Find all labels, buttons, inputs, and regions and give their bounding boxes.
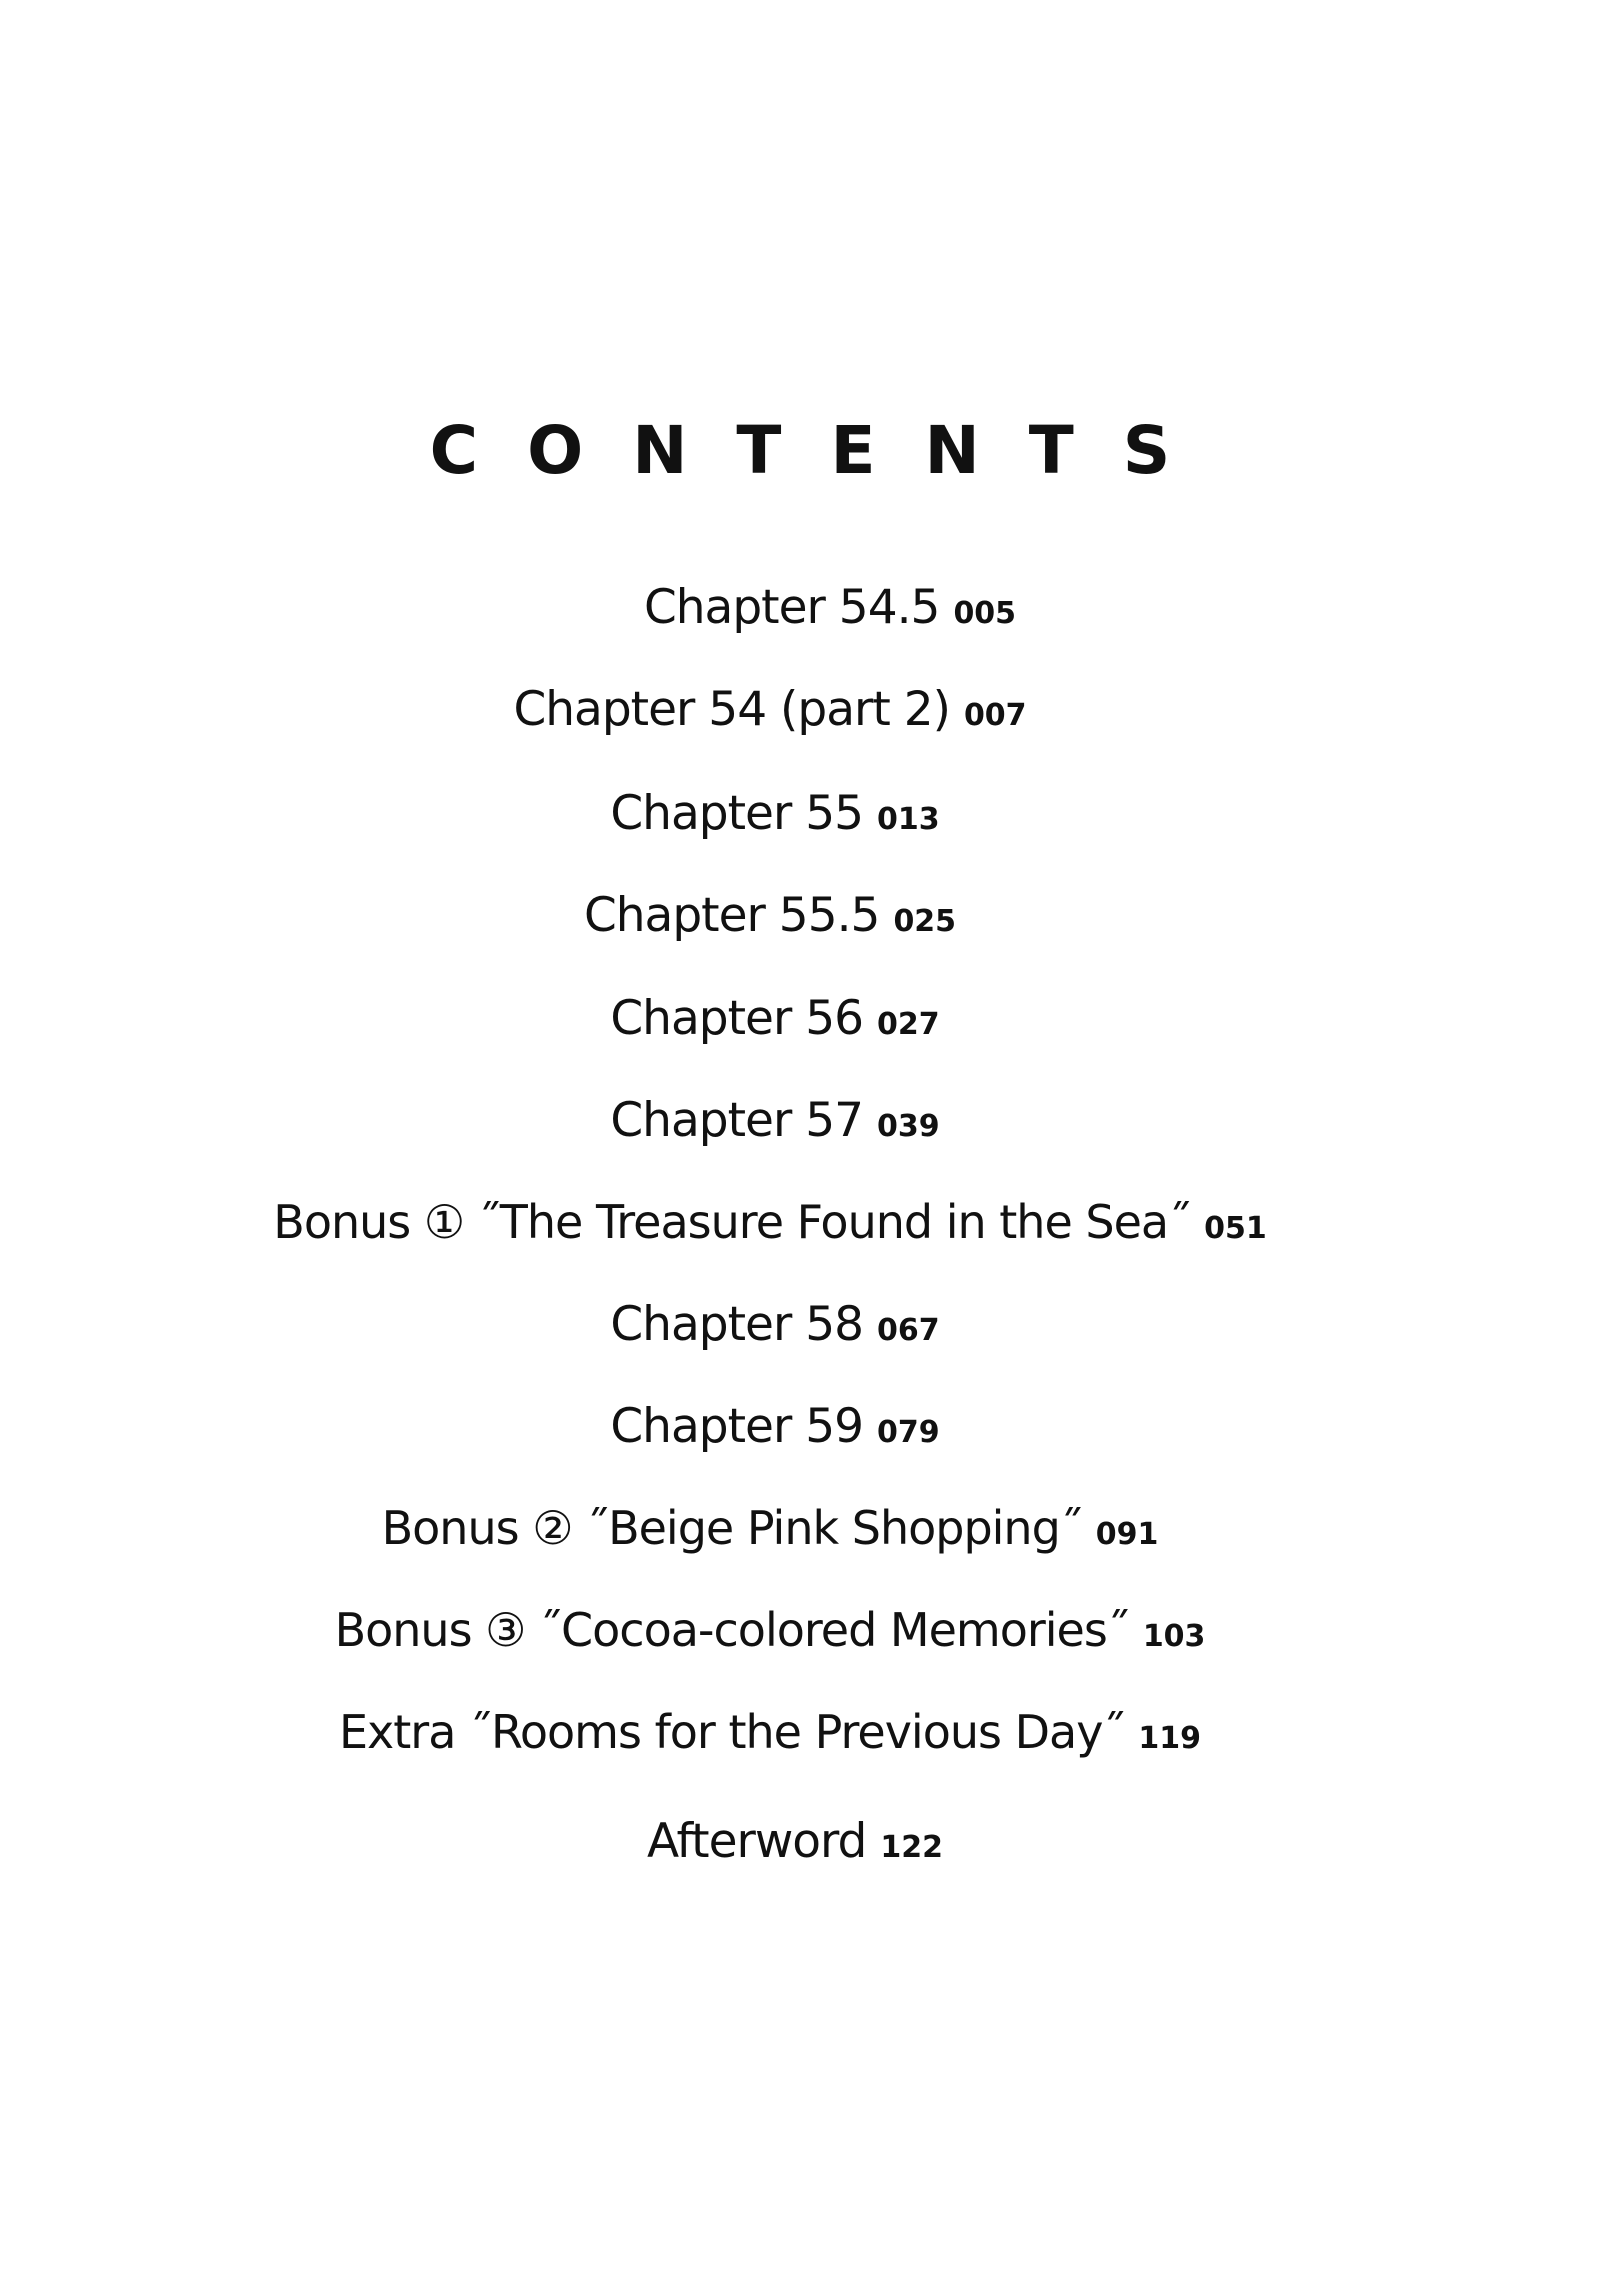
entry-page-number: 051 [1204, 1211, 1267, 1246]
entry-title: Chapter 54.5 [643, 580, 940, 635]
entry-page-number: 119 [1138, 1721, 1202, 1756]
toc-entry-chapter-59 [0, 1399, 1575, 1454]
entry-title: Chapter 55.5 [583, 888, 880, 943]
toc-entry-chapter-55-5 [0, 888, 1570, 943]
entry-page-number: 013 [877, 802, 940, 837]
entry-title: ˝Rooms for the Previous Day˝ [469, 1705, 1125, 1759]
toc-entry-afterword [0, 1814, 1595, 1869]
entry-page-number: 079 [877, 1415, 940, 1450]
toc-entry-bonus-2 [0, 1501, 1570, 1555]
entry-title: Chapter 55 [610, 786, 864, 841]
entry-title: ˝Cocoa-colored Memories˝ [539, 1603, 1129, 1657]
entry-page-number: 005 [953, 596, 1017, 631]
toc-entry-chapter-57 [0, 1093, 1575, 1148]
entry-page-number: 067 [877, 1313, 940, 1348]
entry-title: Chapter 58 [610, 1297, 864, 1352]
toc-entry-bonus-3 [0, 1603, 1570, 1657]
entry-page-number: 025 [893, 904, 957, 939]
entry-page-number: 091 [1095, 1517, 1159, 1552]
toc-entry-chapter-56 [0, 991, 1575, 1046]
entry-title: Chapter 59 [610, 1399, 864, 1454]
entry-prefix: Extra [338, 1705, 469, 1759]
toc-entry-chapter-58 [0, 1297, 1575, 1352]
entry-page-number: 027 [877, 1007, 940, 1042]
entry-page-number: 122 [880, 1830, 943, 1865]
toc-entry-bonus-1 [0, 1195, 1570, 1249]
toc-entry-chapter-55 [0, 786, 1575, 841]
entry-title: Chapter 56 [610, 991, 864, 1046]
entry-title: ˝The Treasure Found in the Sea˝ [477, 1195, 1191, 1249]
contents-heading: CONTENTS [429, 412, 1220, 489]
entry-prefix: Bonus ③ [334, 1603, 540, 1657]
entry-page-number: 103 [1142, 1619, 1206, 1654]
entry-title: ˝Beige Pink Shopping˝ [586, 1501, 1082, 1555]
entry-prefix: Bonus ② [381, 1501, 587, 1555]
entry-title: Chapter 54 (part 2) [513, 682, 950, 737]
toc-entry-extra [0, 1705, 1570, 1759]
entry-title: Chapter 57 [610, 1093, 864, 1148]
toc-entry-chapter-54-part-2 [0, 682, 1570, 737]
entry-title: Afterword [646, 1814, 867, 1869]
entry-page-number: 007 [963, 698, 1027, 733]
entry-page-number: 039 [877, 1109, 940, 1144]
toc-entry-chapter-54-5 [30, 580, 1600, 635]
entry-prefix: Bonus ① [273, 1195, 478, 1249]
